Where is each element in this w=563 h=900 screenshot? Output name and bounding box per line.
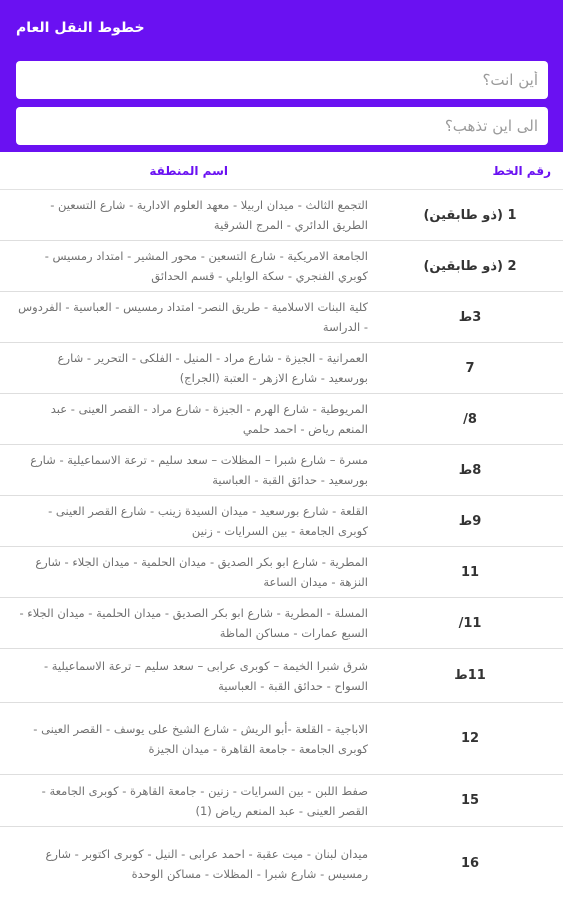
- line-number: 11: [460, 564, 480, 580]
- area-name: ميدان لبنان - ميت عقبة - احمد عرابى - النيل - كوبرى اكتوبر - شارع رمسيس - شارع شبرا - المظلات - مساكن الوحدة: [45, 846, 368, 881]
- app-title: خطوط النقل العام: [16, 20, 145, 36]
- table-row[interactable]: [0, 445, 563, 496]
- area-name: الجامعة الامريكية - شارع التسعين - محور المشير - امتداد رمسيس - كوبري الفنجري - سكة الوايلي - قسم الحدائق: [44, 249, 368, 283]
- area-name: القلعة - شارع بورسعيد - ميدان السيدة زينب - شارع القصر العينى - كوبرى الجامعة - بين السرايات - زنين: [48, 504, 368, 538]
- table-row[interactable]: [0, 343, 563, 394]
- area-name: شرق شبرا الخيمة – كوبرى عرابى – سعد سليم – ترعة الاسماعيلية - السواح - حدائق القبة - العباسية: [43, 658, 368, 693]
- line-number: 8ط: [458, 462, 482, 478]
- line-number-header: رقم الخط: [492, 164, 551, 178]
- area-name: العمرانية - الجيزة - شارع مراد - المنيل - الفلكى - التحرير - شارع بورسعيد - شارع الازهر - العتبة (الجراج): [57, 351, 368, 385]
- line-number: 11/: [458, 615, 482, 631]
- table-row[interactable]: [0, 241, 563, 292]
- table-row[interactable]: [0, 775, 563, 827]
- table-row[interactable]: [0, 703, 563, 775]
- table-row[interactable]: [0, 394, 563, 445]
- table-row[interactable]: [0, 292, 563, 343]
- table-row[interactable]: [0, 827, 563, 900]
- table-row[interactable]: [0, 496, 563, 547]
- line-number: 12: [460, 731, 480, 746]
- line-number: 15: [460, 793, 480, 808]
- area-name: مسرة – شارع شبرا – المظلات – سعد سليم - ترعة الاسماعيلية - شارع بورسعيد - حدائق القبة - العباسية: [30, 453, 368, 487]
- table-row[interactable]: [0, 649, 563, 703]
- table-row[interactable]: [0, 190, 563, 241]
- line-number: 3ط: [458, 309, 482, 325]
- table-row[interactable]: [0, 598, 563, 649]
- line-number: 9ط: [458, 513, 482, 529]
- area-name: كلية البنات الاسلامية - طريق النصر- امتداد رمسيس - العباسية - الفردوس - الدراسة: [18, 300, 368, 334]
- line-number: 8/: [463, 411, 477, 427]
- line-number: 1 (ذو طابقين): [423, 207, 517, 223]
- area-name: المسلة - المطرية - شارع ابو بكر الصديق - ميدان الحلمية - ميدان الجلاء - السبع عمارات - مساكن الماظة: [19, 606, 368, 640]
- table-header: [0, 152, 563, 190]
- area-name-header: اسم المنطقة: [149, 164, 228, 178]
- area-name: صفط اللبن - بين السرايات - زنين - جامعة القاهرة - كوبرى الجامعة - القصر العينى - عبد المنعم رياض (1): [41, 783, 368, 818]
- line-number: 11ط: [454, 668, 486, 683]
- area-name: التجمع الثالث - ميدان اربيلا - معهد العلوم الادارية - شارع التسعين - الطريق الدائري - المرج الشرقية: [50, 198, 368, 232]
- line-number: 7: [465, 360, 475, 376]
- line-number: 16: [460, 856, 480, 871]
- origin-search-input[interactable]: [16, 61, 548, 99]
- destination-search-input[interactable]: [16, 107, 548, 145]
- area-name: المطرية - شارع ابو بكر الصديق - ميدان الحلمية - ميدان الجلاء - شارع النزهة - ميدان الساعة: [35, 555, 368, 589]
- table-row[interactable]: [0, 547, 563, 598]
- area-name: الاباجية - القلعة -أبو الريش - شارع الشيخ على يوسف - القصر العينى - كوبرى الجامعة - جامعة القاهرة - ميدان الجيزة: [33, 721, 368, 756]
- line-number: 2 (ذو طابقين): [423, 258, 517, 274]
- area-name: المريوطية - شارع الهرم - الجيزة - شارع مراد - القصر العينى - عبد المنعم رياض - احمد حلمي: [50, 402, 368, 436]
- app-header: [0, 0, 563, 152]
